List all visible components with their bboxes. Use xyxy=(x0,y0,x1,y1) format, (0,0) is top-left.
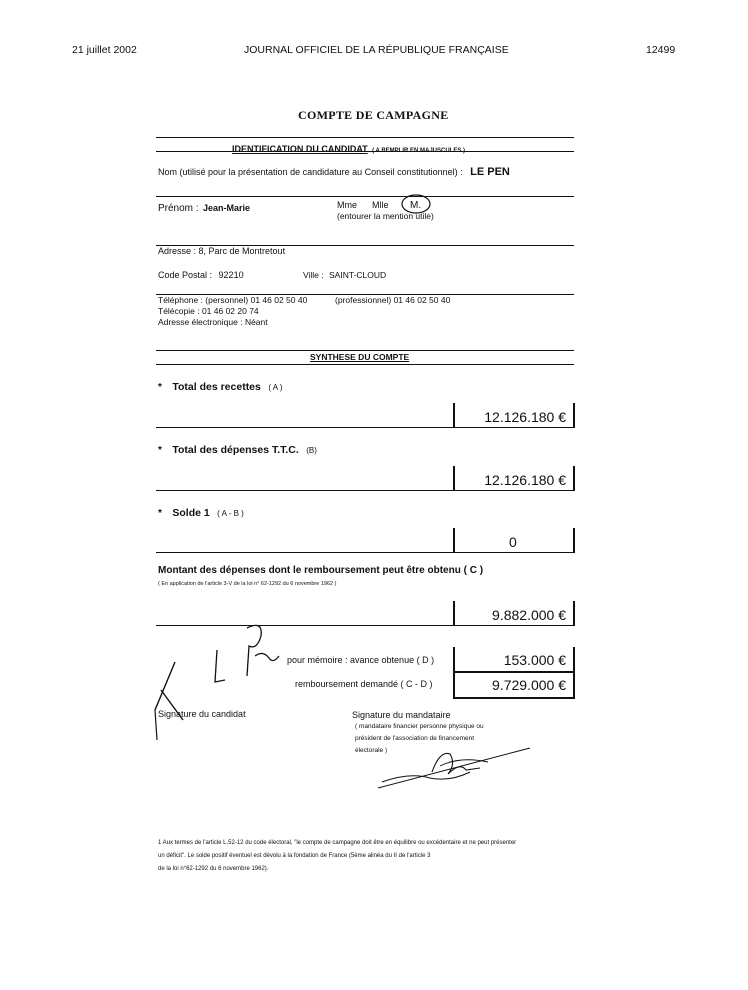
prenom-label: Prénom : xyxy=(158,203,199,214)
divider xyxy=(156,552,456,553)
adresse-electronique: Adresse électronique : Néant xyxy=(158,317,268,327)
montant-note: ( En application de l'article 3-V de la loi n° 62-1292 du 6 novembre 1962 ) xyxy=(158,581,337,587)
divider xyxy=(156,427,456,428)
recettes-row: * Total des recettes ( A ) xyxy=(158,381,283,393)
nom-value: LE PEN xyxy=(470,166,510,178)
code-postal-label: Code Postal : xyxy=(158,270,213,280)
solde-value: 0 xyxy=(509,534,517,550)
adresse: Adresse : 8, Parc de Montretout xyxy=(158,246,286,256)
divider xyxy=(156,490,456,491)
avance-value: 153.000 € xyxy=(503,652,566,668)
ville-value: SAINT-CLOUD xyxy=(329,270,387,280)
footnote-line2: un déficit". Le solde positif éventuel est dévolu à la fondation de France (5ème alinéa du II de l'article 3 xyxy=(158,853,431,859)
signature-candidat-label: Signature du candidat xyxy=(158,709,246,719)
footnote-line1: 1 Aux termes de l'article L.52-12 du code électoral, "le compte de campagne doit être en équilibre ou excédentaire et ne peut présenter xyxy=(158,840,517,846)
remboursement-label: remboursement demandé ( C - D ) xyxy=(295,679,433,689)
prenom-value: Jean-Marie xyxy=(203,203,251,213)
mandataire-signature xyxy=(370,742,535,794)
solde-label: Solde 1 xyxy=(172,507,210,519)
divider xyxy=(156,350,574,351)
depenses-value: 12.126.180 € xyxy=(484,472,566,488)
depenses-label: Total des dépenses T.T.C. xyxy=(172,444,299,456)
nom-label: Nom (utilisé pour la présentation de candidature au Conseil constitutionnel) : xyxy=(158,167,463,177)
recettes-label: Total des recettes xyxy=(172,381,261,393)
synthese-heading: SYNTHESE DU COMPTE xyxy=(310,352,410,362)
civilite-note: (entourer la mention utile) xyxy=(337,211,434,221)
code-postal-value: 92210 xyxy=(218,270,244,280)
divider xyxy=(156,151,574,152)
civilite-mlle: Mlle xyxy=(372,200,389,210)
header-date: 21 juillet 2002 xyxy=(72,44,137,56)
ville-row xyxy=(303,270,386,280)
ville-label: Ville : xyxy=(303,270,324,280)
telecopie: Télécopie : 01 46 02 20 74 xyxy=(158,306,259,316)
header-page-number: 12499 xyxy=(646,44,676,56)
depenses-tag: (B) xyxy=(306,446,317,455)
solde-tag: ( A - B ) xyxy=(217,509,244,518)
footnote-line3: de la loi n°62-1292 du 6 novembre 1962). xyxy=(158,866,269,872)
telephone-professionnel: (professionnel) 01 46 02 50 40 xyxy=(335,295,451,305)
solde-row: * Solde 1 ( A - B ) xyxy=(158,507,244,519)
telephone-personnel: Téléphone : (personnel) 01 46 02 50 40 xyxy=(158,295,308,305)
divider xyxy=(156,196,574,197)
civilite-m: M. xyxy=(410,200,422,211)
document-title: COMPTE DE CAMPAGNE xyxy=(298,108,449,122)
code-postal-row xyxy=(158,270,244,280)
montant-value: 9.882.000 € xyxy=(492,607,566,623)
civilite-mme: Mme xyxy=(337,200,357,210)
mandataire-note-line2: président de l'association de financement xyxy=(355,735,475,742)
identification-heading: IDENTIFICATION DU CANDIDAT ( A REMPLIR EN MAJUSCULES ) xyxy=(232,144,466,154)
remboursement-value: 9.729.000 € xyxy=(492,677,566,693)
signature-mandataire-label: Signature du mandataire xyxy=(352,710,451,720)
montant-label: Montant des dépenses dont le remboursement peut être obtenu ( C ) xyxy=(158,565,484,576)
recettes-tag: ( A ) xyxy=(268,383,283,392)
candidate-signature xyxy=(145,620,285,750)
avance-label: pour mémoire : avance obtenue ( D ) xyxy=(287,655,435,665)
depenses-row: * Total des dépenses T.T.C. (B) xyxy=(158,444,317,456)
divider xyxy=(156,137,574,138)
recettes-value: 12.126.180 € xyxy=(484,409,566,425)
divider xyxy=(156,364,574,365)
header-journal-title: JOURNAL OFFICIEL DE LA RÉPUBLIQUE FRANÇAISE xyxy=(244,44,509,56)
mandataire-note-line3: électorale ) xyxy=(355,747,388,754)
nom-row xyxy=(158,162,510,180)
prenom-row xyxy=(158,198,250,216)
mandataire-note-line1: ( mandataire financier personne physique ou xyxy=(355,723,484,730)
